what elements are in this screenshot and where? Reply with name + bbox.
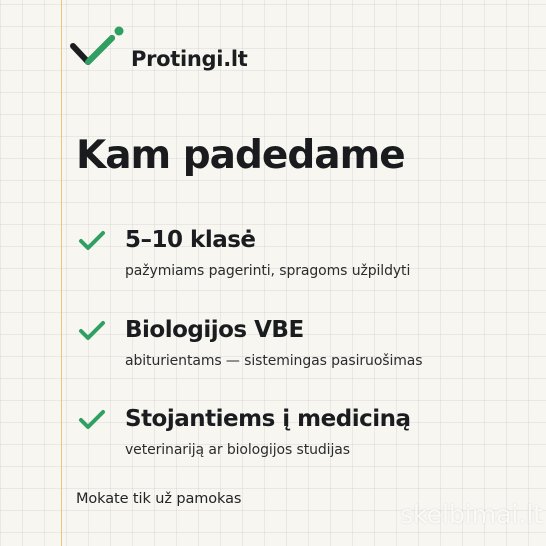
notebook-margin-line xyxy=(61,0,62,546)
item-title: 5–10 klasė xyxy=(125,227,256,253)
watermark: skelbimai.lt xyxy=(400,500,544,529)
item-title: Biologijos VBE xyxy=(125,317,304,343)
check-icon xyxy=(78,409,106,431)
item-description: abiturientams — sistemingas pasiruošimas xyxy=(125,353,423,369)
check-icon xyxy=(78,230,106,252)
item-description: pažymiams pagerinti, spragoms užpildyti xyxy=(125,263,411,279)
brand-name: Protingi.lt xyxy=(131,47,248,71)
footer-note: Mokate tik už pamokas xyxy=(76,491,242,507)
item-description: veterinariją ar biologijos studijas xyxy=(125,442,350,458)
logo-check-icon xyxy=(70,24,130,74)
item-title: Stojantiems į mediciną xyxy=(125,406,411,432)
check-icon xyxy=(78,320,106,342)
page-title: Kam padedame xyxy=(76,133,405,178)
